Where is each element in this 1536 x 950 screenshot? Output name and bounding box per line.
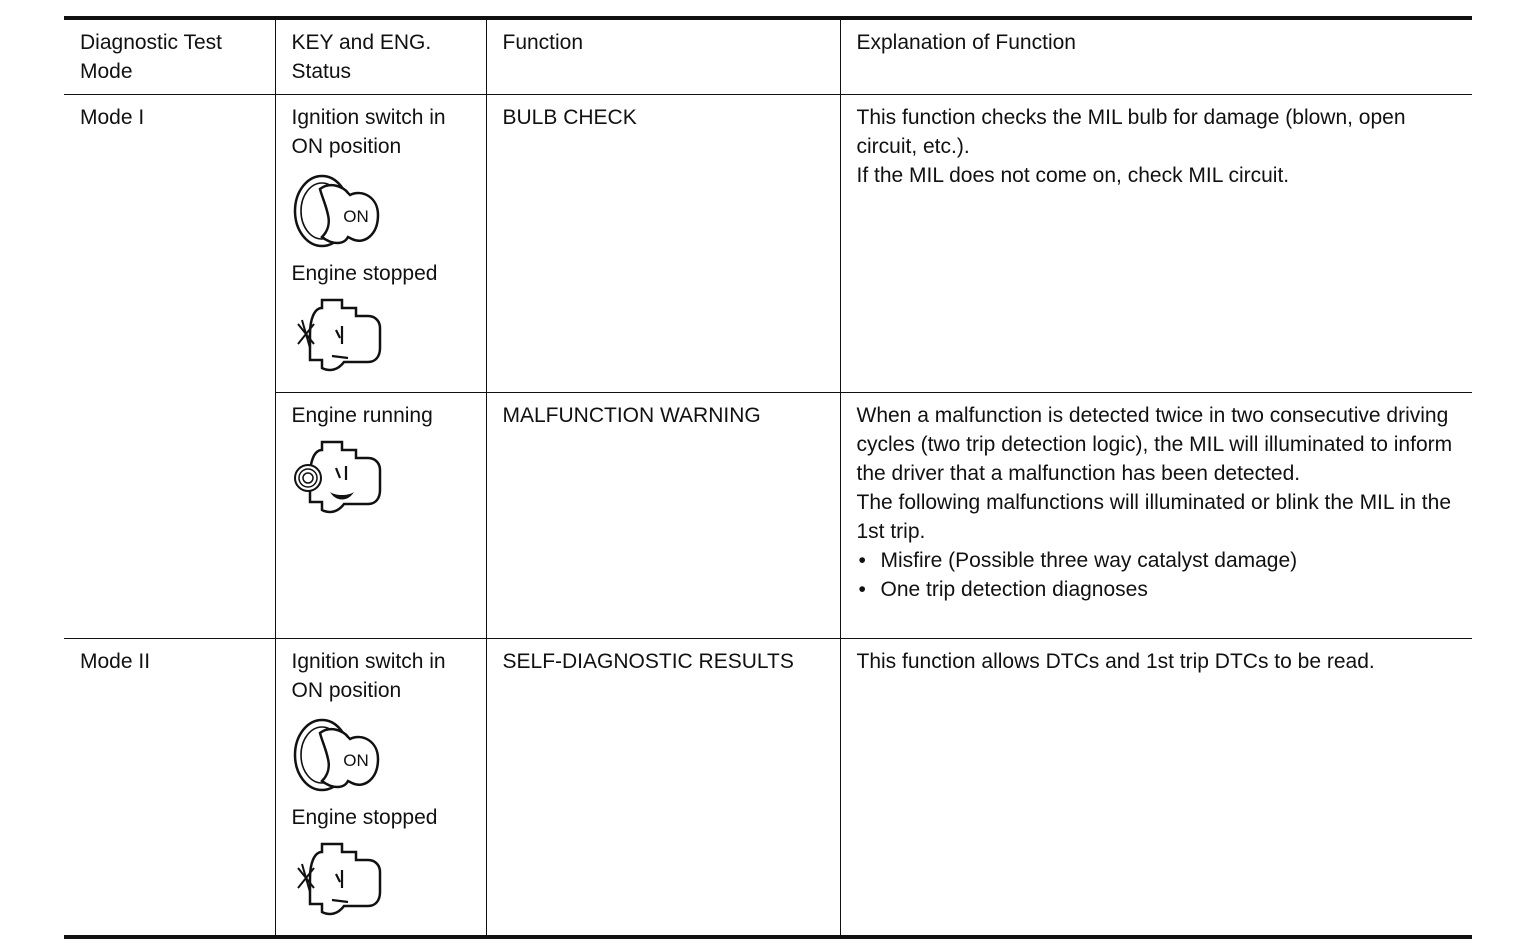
- status-label: Engine stopped: [291, 806, 438, 829]
- list-item-text: Misfire (Possible three way catalyst damage): [880, 549, 1298, 572]
- table-row: [64, 393, 1472, 639]
- bullet-list: [857, 546, 1463, 604]
- diagnostic-test-mode-table: [64, 16, 1472, 939]
- header-function: Function: [486, 18, 840, 95]
- table-row: [64, 95, 1472, 393]
- list-item: [857, 575, 1463, 604]
- header-key-eng-status: KEY and ENG. Status: [275, 18, 486, 95]
- explanation-text: This function checks the MIL bulb for damage (blown, open circuit, etc.).: [856, 106, 1406, 158]
- explanation-text: When a malfunction is detected twice in two consecutive driving cycles (two trip detection logic), the MIL will illuminated to inform the driver that a malfunction has been detected.: [856, 404, 1453, 485]
- table-row: [64, 639, 1472, 938]
- explanation-text: If the MIL does not come on, check MIL circuit.: [856, 164, 1290, 187]
- status-cell: [275, 95, 486, 393]
- explanation-text: This function allows DTCs and 1st trip DTCs to be read.: [856, 650, 1375, 673]
- mode-cell: Mode I: [64, 95, 275, 639]
- explanation-cell: [840, 639, 1472, 938]
- bullet-icon: •: [858, 578, 866, 601]
- mode-cell: Mode II: [64, 639, 275, 938]
- status-cell: [275, 639, 486, 938]
- list-item-text: One trip detection diagnoses: [880, 578, 1148, 601]
- explanation-text: The following malfunctions will illuminated or blink the MIL in the 1st trip.: [856, 491, 1452, 543]
- function-cell: SELF-DIAGNOSTIC RESULTS: [486, 639, 840, 938]
- function-cell: MALFUNCTION WARNING: [486, 393, 840, 639]
- header-diagnostic-test-mode: Diagnostic Test Mode: [64, 18, 275, 95]
- engine-stopped-icon: [292, 834, 386, 920]
- function-cell: BULB CHECK: [486, 95, 840, 393]
- engine-stopped-icon: [292, 290, 386, 376]
- list-item: [857, 546, 1463, 575]
- ignition-key-on-icon: [292, 165, 384, 257]
- status-label: Ignition switch in ON position: [291, 650, 446, 702]
- status-label: Engine running: [291, 404, 433, 427]
- table-header-row: [64, 18, 1472, 95]
- status-cell: [275, 393, 486, 639]
- engine-running-icon: [292, 432, 386, 518]
- explanation-cell: [840, 393, 1472, 639]
- status-label: Engine stopped: [291, 262, 438, 285]
- explanation-cell: [840, 95, 1472, 393]
- ignition-key-on-icon: [292, 709, 384, 801]
- header-explanation: Explanation of Function: [840, 18, 1472, 95]
- status-label: Ignition switch in ON position: [291, 106, 446, 158]
- bullet-icon: •: [858, 549, 866, 572]
